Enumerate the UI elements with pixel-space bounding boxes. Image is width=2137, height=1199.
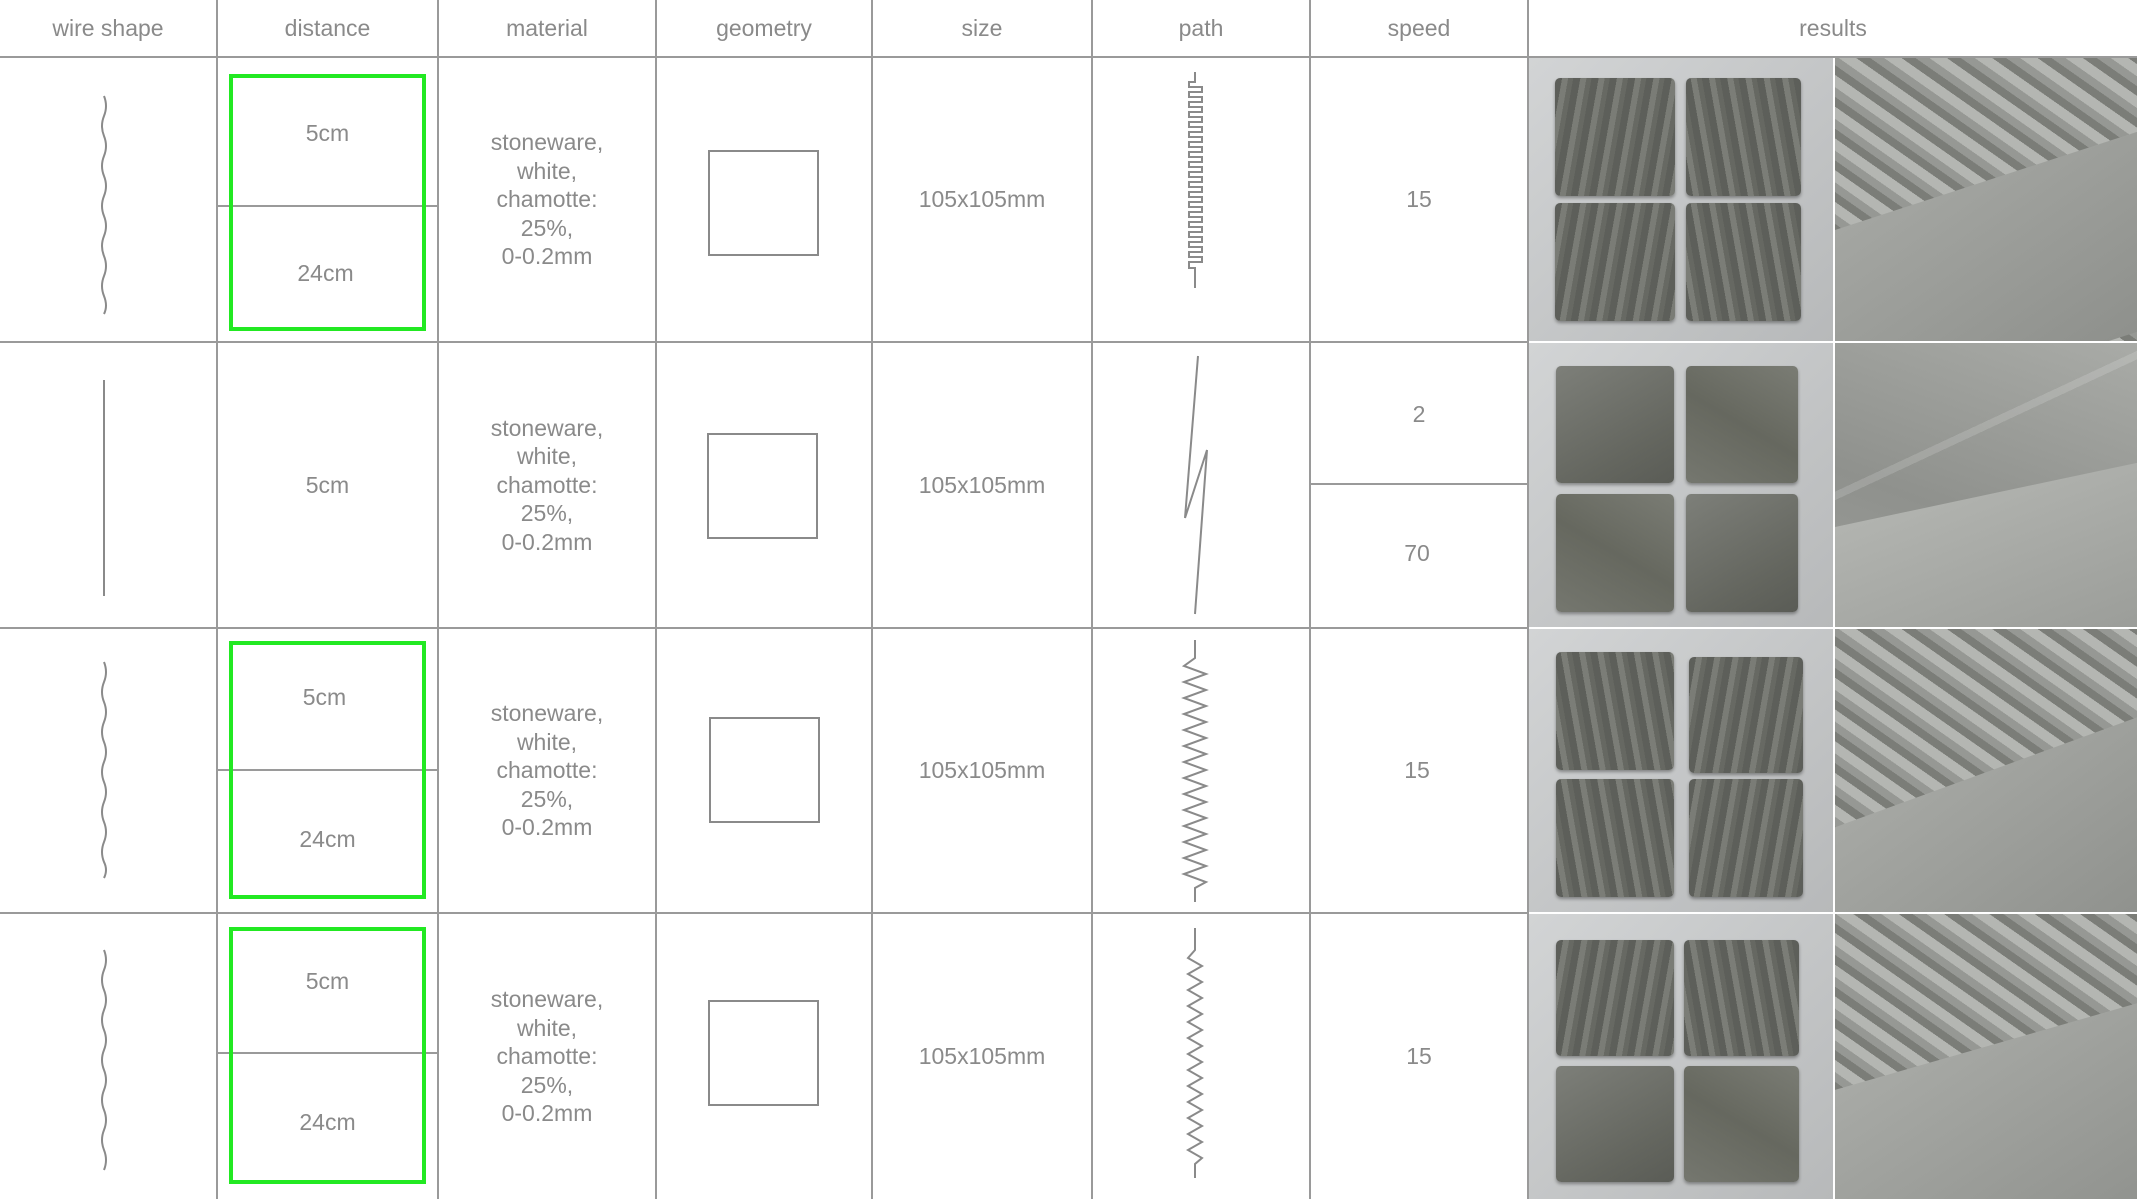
row-divider [0, 912, 1528, 914]
clay-tile [1555, 78, 1675, 196]
clay-tile [1686, 494, 1798, 612]
distance-value: 5cm [305, 471, 350, 498]
square-geometry-icon [708, 1000, 819, 1106]
header-speed: speed [1387, 14, 1451, 41]
speed-value: 70 [1404, 539, 1430, 566]
speed-value: 15 [1406, 186, 1432, 213]
clay-tile [1689, 657, 1803, 773]
result-photo-top-view [1529, 914, 1833, 1199]
straight-wire-icon [95, 380, 115, 596]
result-photo-top-view [1529, 58, 1833, 341]
wavy-wire-icon [95, 662, 115, 878]
clay-tile [1686, 78, 1801, 196]
header-geometry: geometry [716, 14, 812, 41]
distance-value: 24cm [299, 825, 356, 852]
material-text: stoneware, white, chamotte: 25%, 0-0.2mm [490, 414, 604, 555]
speed-value: 15 [1406, 1043, 1432, 1070]
tile-surface [1835, 998, 2137, 1199]
header-wire-shape: wire shape [52, 14, 164, 41]
clay-tile [1555, 203, 1675, 321]
result-photo-detail [1835, 629, 2137, 912]
tile-surface [1835, 455, 2137, 627]
speed-value: 2 [1412, 400, 1426, 427]
speed-split-line [1311, 483, 1527, 485]
square-geometry-icon [707, 433, 818, 539]
size-text: 105x105mm [918, 1043, 1046, 1070]
wavy-wire-icon [95, 96, 115, 316]
clay-tile [1684, 1066, 1799, 1182]
result-photo-detail [1835, 343, 2137, 627]
size-text: 105x105mm [918, 471, 1046, 498]
row-divider [0, 627, 1528, 629]
size-text: 105x105mm [918, 757, 1046, 784]
material-text: stoneware, white, chamotte: 25%, 0-0.2mm [490, 129, 604, 270]
wavy-wire-icon [95, 950, 115, 1170]
header-distance: distance [284, 14, 371, 41]
result-photo-top-view [1529, 629, 1833, 912]
distance-value: 5cm [305, 967, 350, 994]
distance-value: 5cm [305, 119, 350, 146]
clay-tile [1556, 494, 1674, 612]
sawtooth-path-icon [1180, 928, 1210, 1188]
tile-surface [1835, 126, 2137, 341]
serpentine-path-icon [1180, 72, 1210, 328]
speed-value: 15 [1404, 757, 1430, 784]
clay-tile [1684, 940, 1799, 1056]
clay-tile [1689, 779, 1803, 897]
square-geometry-icon [708, 150, 819, 256]
zigzag-path-icon [1180, 356, 1210, 616]
clay-tile [1556, 652, 1674, 770]
clay-tile [1556, 779, 1674, 897]
header-material: material [506, 14, 588, 41]
size-text: 105x105mm [918, 186, 1046, 213]
distance-value: 5cm [302, 683, 347, 710]
clay-tile [1686, 203, 1801, 321]
column-divider [655, 0, 657, 1199]
result-photo-detail [1835, 914, 2137, 1199]
result-photo-detail [1835, 58, 2137, 341]
column-divider [1091, 0, 1093, 1199]
clay-tile [1556, 366, 1674, 483]
header-path: path [1178, 14, 1224, 41]
header-size: size [961, 14, 1003, 41]
material-text: stoneware, white, chamotte: 25%, 0-0.2mm [490, 986, 604, 1127]
distance-value: 24cm [297, 259, 354, 286]
clay-tile [1556, 940, 1674, 1056]
clay-tile [1686, 366, 1798, 483]
sawtooth-path-icon [1180, 640, 1210, 904]
tile-surface [1835, 711, 2137, 912]
square-geometry-icon [709, 717, 820, 823]
result-photo-top-view [1529, 343, 1833, 627]
clay-tile [1556, 1066, 1674, 1182]
material-text: stoneware, white, chamotte: 25%, 0-0.2mm [490, 700, 604, 841]
distance-value: 24cm [299, 1108, 356, 1135]
header-results: results [1799, 14, 1867, 41]
